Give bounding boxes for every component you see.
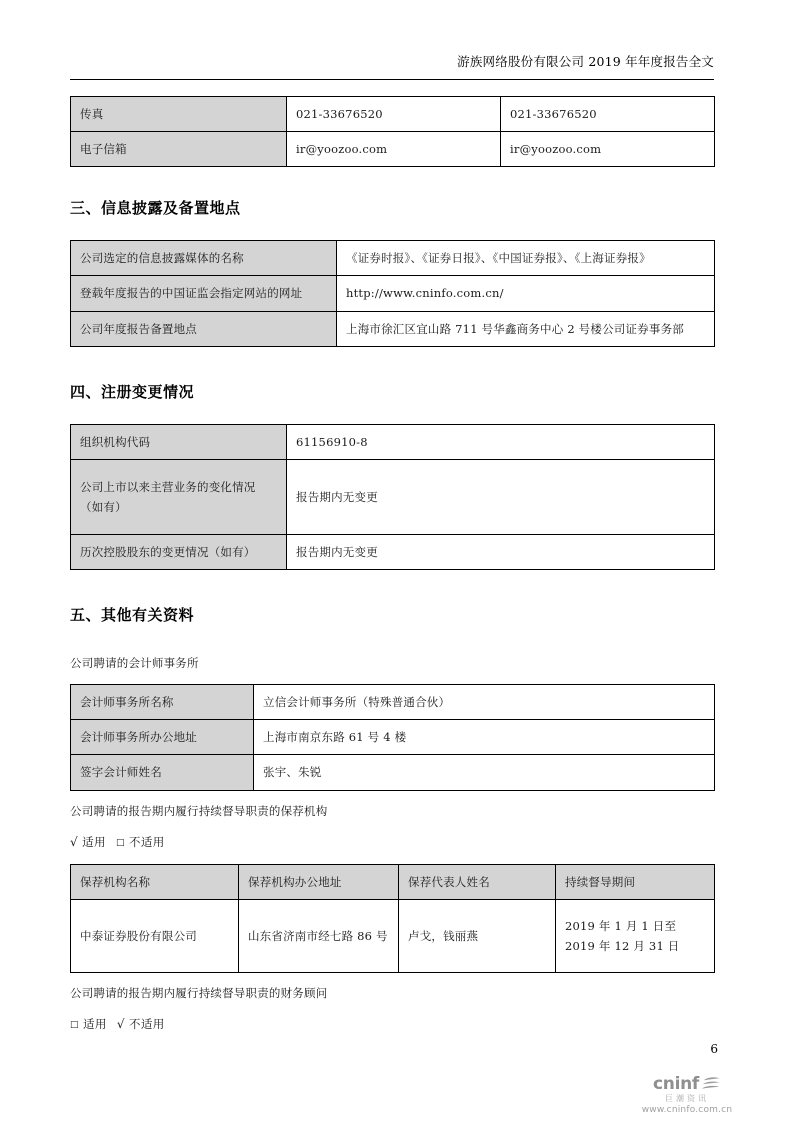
page-content — [70, 96, 714, 1032]
accountant-intro: 公司聘请的会计师事务所 — [70, 655, 199, 670]
accountant-table — [70, 684, 715, 790]
table-row — [71, 755, 715, 790]
registration-table — [70, 424, 715, 570]
sponsor-value-representative: 卢戈，钱丽燕 — [399, 899, 556, 972]
registration-value-code: 61156910-8 — [287, 424, 715, 459]
logo-wordmark-row — [628, 1074, 746, 1094]
section-five-heading: 五、其他有关资料 — [70, 605, 195, 624]
contact-value-email-2: ir@yoozoo.com — [501, 132, 715, 167]
disclosure-table — [70, 240, 715, 346]
section-three-heading: 三、信息披露及备置地点 — [70, 199, 241, 218]
sponsor-applicable-label: 适用 — [82, 834, 106, 849]
sponsor-col-address: 保荐机构办公地址 — [239, 864, 399, 899]
contact-value-fax-1: 021-33676520 — [287, 97, 501, 132]
sponsor-not-applicable-label: 不适用 — [128, 834, 165, 849]
logo-wordmark: cninf — [652, 1074, 699, 1094]
header-rule — [70, 79, 714, 80]
checked-mark-icon: √ — [70, 834, 79, 849]
accountant-value-signers: 张宇、朱锐 — [254, 755, 715, 790]
table-header-row — [71, 864, 715, 899]
sponsor-value-period: 2019 年 1 月 1 日至 2019 年 12 月 31 日 — [556, 899, 715, 972]
table-row — [71, 720, 715, 755]
registration-label-shareholder-change: 历次控股股东的变更情况（如有） — [71, 534, 287, 569]
disclosure-value-location: 上海市徐汇区宜山路 711 号华鑫商务中心 2 号楼公司证券事务部 — [337, 311, 715, 346]
accountant-value-office-address: 上海市南京东路 61 号 4 楼 — [254, 720, 715, 755]
table-row — [71, 132, 715, 167]
disclosure-label-website: 登载年度报告的中国证监会指定网站的网址 — [71, 276, 337, 311]
swoosh-icon — [701, 1076, 721, 1093]
table-row — [71, 534, 715, 569]
table-row — [71, 685, 715, 720]
sponsor-col-representative: 保荐代表人姓名 — [399, 864, 556, 899]
checked-mark-icon: √ — [116, 1017, 125, 1032]
accountant-label-signers: 签字会计师姓名 — [71, 755, 254, 790]
section-four-heading: 四、注册变更情况 — [70, 382, 195, 401]
sponsor-applicability — [70, 834, 714, 850]
sponsor-table — [70, 864, 715, 973]
table-row — [71, 241, 715, 276]
logo-chinese-name: 巨潮资讯 — [665, 1094, 709, 1103]
sponsor-col-period: 持续督导期间 — [556, 864, 715, 899]
registration-label-code: 组织机构代码 — [71, 424, 287, 459]
advisor-not-applicable-label: 不适用 — [128, 1017, 165, 1032]
accountant-value-firm-name: 立信会计师事务所（特殊普通合伙） — [254, 685, 715, 720]
registration-value-shareholder-change: 报告期内无变更 — [287, 534, 715, 569]
disclosure-value-website: http://www.cninfo.com.cn/ — [337, 276, 715, 311]
disclosure-value-media: 《证券时报》、《证券日报》、《中国证券报》、《上海证券报》 — [337, 241, 715, 276]
table-row — [71, 97, 715, 132]
table-row — [71, 899, 715, 972]
advisor-applicable-label: 适用 — [82, 1017, 107, 1032]
page-number: 6 — [710, 1042, 718, 1056]
registration-label-business-change: 公司上市以来主营业务的变化情况（如有） — [71, 459, 287, 534]
table-row — [71, 311, 715, 346]
empty-checkbox-icon: □ — [115, 837, 125, 848]
empty-checkbox-icon: □ — [70, 1020, 79, 1031]
accountant-label-firm-name: 会计师事务所名称 — [71, 685, 254, 720]
contact-table — [70, 96, 715, 167]
registration-value-business-change: 报告期内无变更 — [287, 459, 715, 534]
table-row — [71, 459, 715, 534]
table-row — [71, 424, 715, 459]
contact-label-email: 电子信箱 — [71, 132, 287, 167]
advisor-intro: 公司聘请的报告期内履行持续督导职责的财务顾问 — [70, 985, 328, 1000]
advisor-applicability — [70, 1016, 714, 1032]
cninfo-logo — [628, 1074, 746, 1115]
logo-url: www.cninfo.com.cn — [641, 1105, 733, 1115]
sponsor-intro: 公司聘请的报告期内履行持续督导职责的保荐机构 — [70, 803, 328, 818]
table-row — [71, 276, 715, 311]
running-header: 游族网络股份有限公司 2019 年年度报告全文 — [457, 54, 714, 69]
sponsor-col-name: 保荐机构名称 — [71, 864, 239, 899]
disclosure-label-location: 公司年度报告备置地点 — [71, 311, 337, 346]
accountant-label-office-address: 会计师事务所办公地址 — [71, 720, 254, 755]
sponsor-value-address: 山东省济南市经七路 86 号 — [239, 899, 399, 972]
contact-value-fax-2: 021-33676520 — [501, 97, 715, 132]
contact-label-fax: 传真 — [71, 97, 287, 132]
contact-value-email-1: ir@yoozoo.com — [287, 132, 501, 167]
sponsor-value-name: 中泰证券股份有限公司 — [71, 899, 239, 972]
disclosure-label-media: 公司选定的信息披露媒体的名称 — [71, 241, 337, 276]
